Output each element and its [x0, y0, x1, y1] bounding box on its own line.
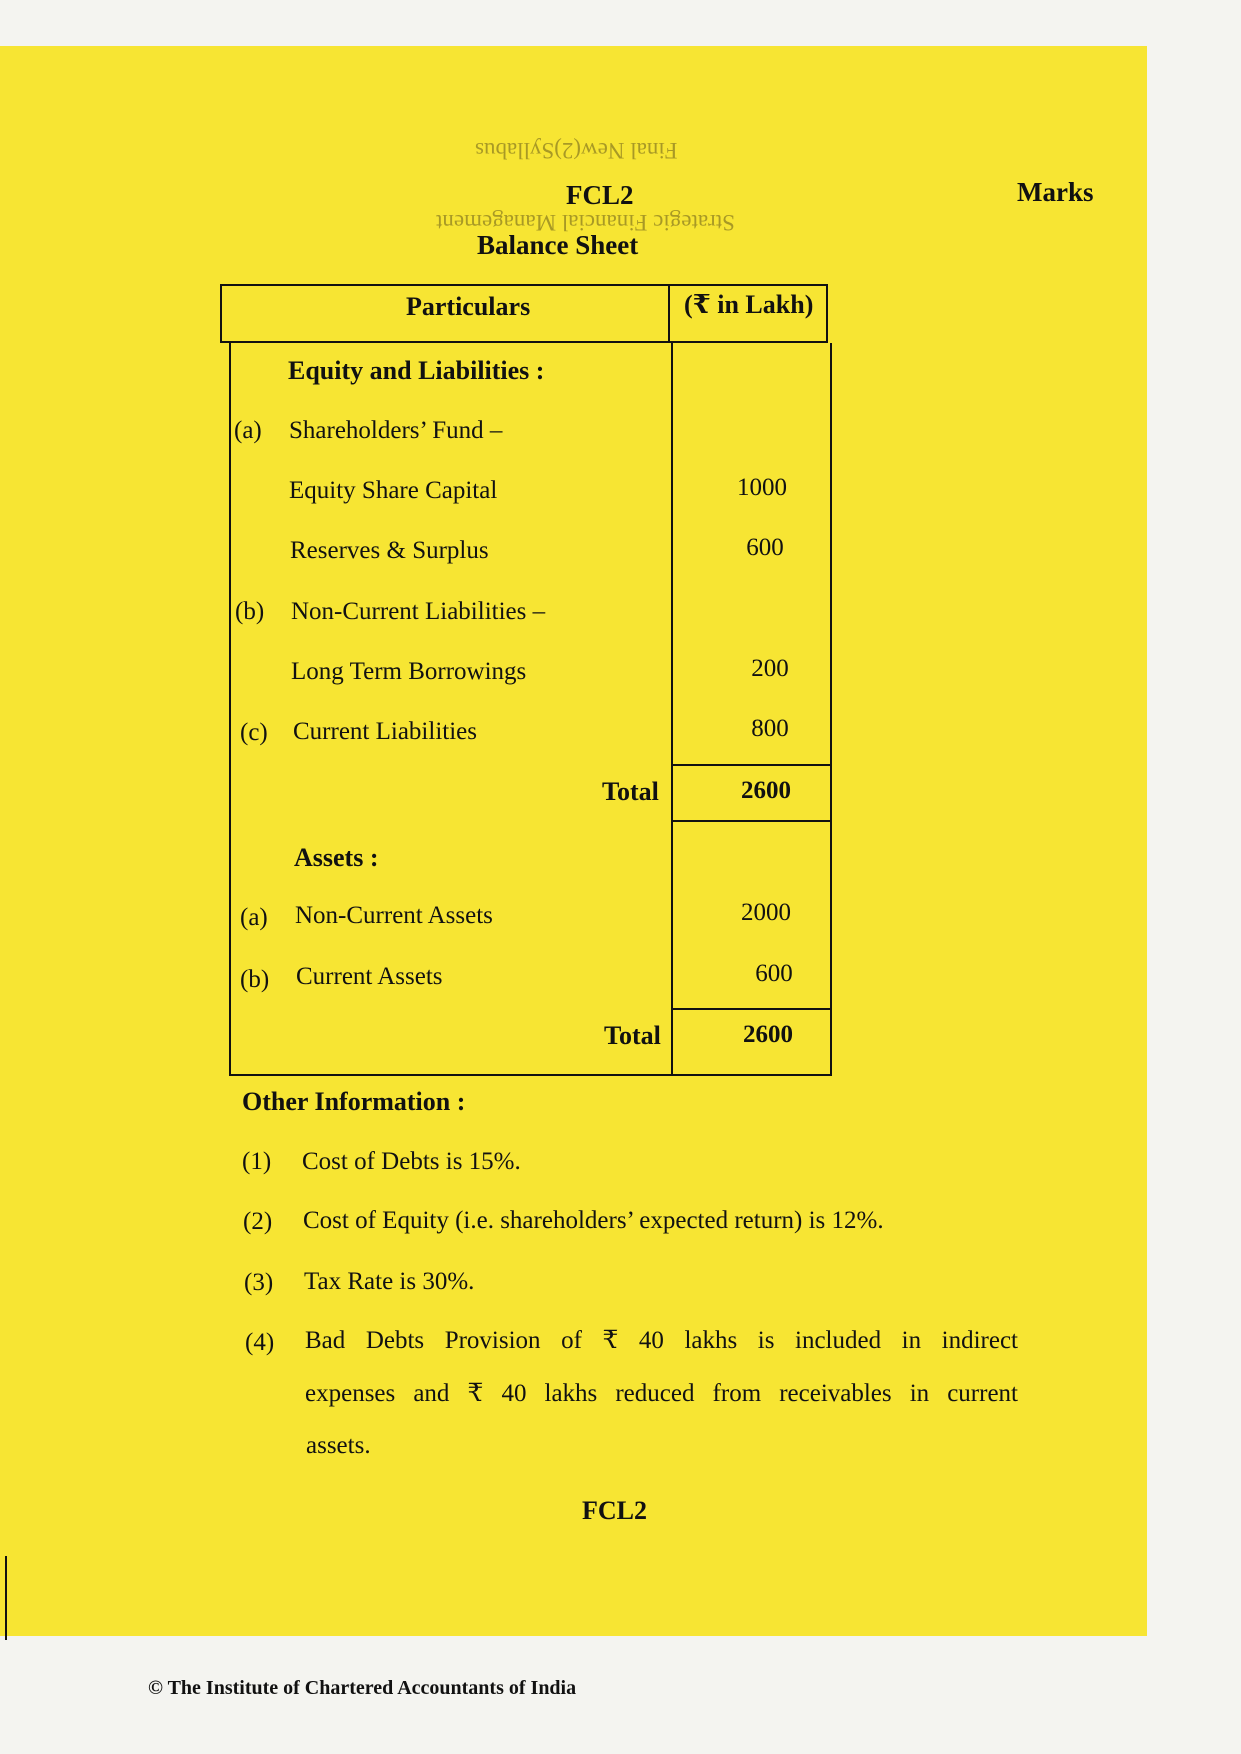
row-marker: (a)	[234, 417, 262, 444]
row-label: Long Term Borrowings	[291, 658, 527, 685]
row-value: 800	[751, 715, 789, 742]
marks-label: Marks	[1017, 177, 1094, 207]
header-amount: (₹ in Lakh)	[684, 290, 814, 319]
info-marker: (2)	[243, 1208, 273, 1235]
info-text-line2: expenses and ₹ 40 lakhs reduced from receivables in current	[305, 1380, 1018, 1407]
total1-value: 2600	[741, 777, 791, 804]
info-marker: (3)	[244, 1269, 274, 1296]
row-marker: (b)	[235, 598, 265, 625]
assets-heading: Assets :	[294, 843, 379, 872]
copyright-notice: © The Institute of Chartered Accountants of India	[148, 1677, 577, 1699]
asset-label: Non-Current Assets	[295, 902, 493, 929]
total1-top-line	[671, 764, 832, 766]
row-label: Current Liabilities	[293, 718, 477, 745]
asset-label: Current Assets	[296, 963, 443, 990]
info-text: Cost of Debts is 15%.	[302, 1148, 521, 1175]
info-text-line3: assets.	[306, 1432, 371, 1459]
header-particulars: Particulars	[406, 292, 531, 321]
other-info-heading: Other Information :	[242, 1087, 466, 1116]
row-value: 1000	[737, 474, 787, 501]
paper-code-top: FCL2	[566, 180, 634, 210]
row-value: 200	[751, 655, 789, 682]
row-label: Non-Current Liabilities –	[291, 598, 546, 625]
total2-top-line	[671, 1008, 832, 1010]
info-marker: (4)	[245, 1329, 275, 1356]
asset-marker: (a)	[240, 904, 268, 931]
equity-liabilities-heading: Equity and Liabilities :	[288, 356, 545, 385]
total1-label: Total	[602, 777, 659, 806]
asset-value: 600	[755, 960, 793, 987]
info-text: Tax Rate is 30%.	[304, 1268, 475, 1295]
table-middle-border	[671, 343, 673, 1076]
mirrored-subject-header: Strategic Financial Management	[436, 210, 735, 235]
row-label: Shareholders’ Fund –	[289, 417, 503, 444]
info-text: Cost of Equity (i.e. shareholders’ expected return) is 12%.	[303, 1207, 884, 1234]
info-text-line1: Bad Debts Provision of ₹ 40 lakhs is included in indirect	[305, 1327, 1018, 1354]
info-marker: (1)	[242, 1148, 272, 1175]
paper-code-bottom: FCL2	[582, 1496, 647, 1525]
sheet-title: Balance Sheet	[477, 230, 639, 260]
header-divider	[668, 284, 670, 343]
total1-bottom-line	[671, 820, 832, 822]
table-bottom-border	[229, 1074, 832, 1076]
margin-mark	[5, 1556, 7, 1640]
mirrored-syllabus-header: Final New(2)Syllabus	[475, 138, 678, 163]
row-value: 600	[746, 534, 784, 561]
row-label: Equity Share Capital	[289, 477, 498, 504]
row-label: Reserves & Surplus	[290, 537, 489, 564]
row-marker: (c)	[240, 719, 268, 746]
table-left-border	[229, 343, 231, 1076]
asset-value: 2000	[741, 899, 791, 926]
total2-label: Total	[604, 1021, 661, 1050]
total2-value: 2600	[743, 1021, 793, 1048]
asset-marker: (b)	[240, 966, 270, 993]
